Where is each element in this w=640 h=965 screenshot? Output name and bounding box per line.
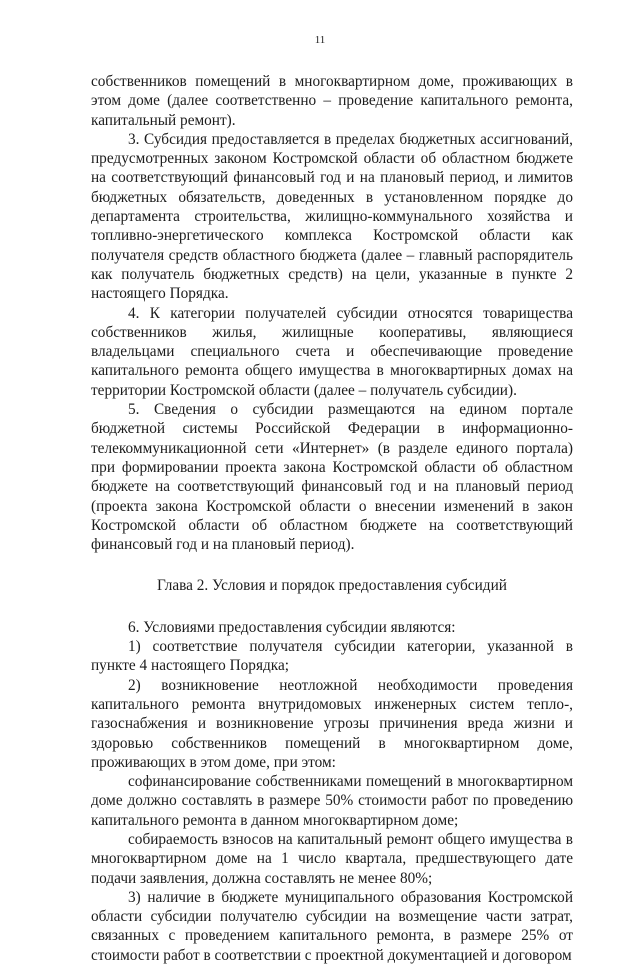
chapter-heading: Глава 2. Условия и порядок предоставления субсидий: [157, 577, 507, 595]
paragraph: 5. Сведения о субсидии размещаются на едином портале бюджетной системы Российской Федерации в информационно-телекоммуникационной сети «Интернет» (в разделе единого портала) при формировании проекта закона Костромской области об областном бюджете на соответствующий финансовый год и на плановый период (проекта закона Костромской области о внесении изменений в закон Костромской области об областном бюджете на соответствующий финансовый год и на плановый период).: [91, 401, 573, 554]
document-body: [91, 72, 573, 965]
paragraph: 6. Условиями предоставления субсидии являются:: [128, 618, 456, 636]
paragraph: собираемость взносов на капитальный ремонт общего имущества в многоквартирном доме на 1 число квартала, предшествующего дате подачи заявления, должна составлять не менее 80%;: [91, 830, 573, 887]
paragraph: 3. Субсидия предоставляется в пределах бюджетных ассигнований, предусмотренных законом Костромской области об областном бюджете на соответствующий финансовый год и на плановый период, и лимитов бюджетных обязательств, доведенных в установленном порядке до департамента строительства, жилищно-коммунального хозяйства и топливно-энергетического комплекса Костромской области как получателя средств областного бюджета (далее – главный распорядитель как получатель бюджетных средств) на цели, указанные в пункте 2 настоящего Порядка.: [91, 130, 573, 303]
section-paragraphs-top: [91, 72, 573, 554]
paragraph: 3) наличие в бюджете муниципального образования Костромской области субсидии получателю субсидии на возмещение части затрат, связанных с проведением капитального ремонта, в размере 25% от стоимости работ в соответствии с проектной документацией и договором: [91, 888, 573, 964]
paragraph: софинансирование собственниками помещений в многоквартирном доме должно составлять в размере 50% стоимости работ по проведению капитального ремонта в данном многоквартирном доме;: [91, 773, 573, 829]
paragraph: собственников помещений в многоквартирном доме, проживающих в этом доме (далее соответственно – проведение капитального ремонта, капитальный ремонт).: [91, 73, 573, 129]
paragraph: 4. К категории получателей субсидии относятся товарищества собственников жилья, жилищные кооперативы, являющиеся владельцами специального счета и обеспечивающие проведение капитального ремонта общего имущества в многоквартирных домах на территории Костромской области (далее – получатель субсидии).: [91, 304, 573, 399]
paragraph: 2) возникновение неотложной необходимости проведения капитального ремонта внутридомовых инженерных систем тепло-, газоснабжения и возникновение угрозы причинения вреда жизни и здоровью собственников помещений в многоквартирном доме, проживающих в этом доме, при этом:: [91, 676, 573, 771]
section-paragraphs-bottom: [91, 618, 573, 965]
page-number: 11: [314, 34, 326, 46]
paragraph: 1) соответствие получателя субсидии категории, указанной в пункте 4 настоящего Порядка;: [91, 638, 573, 675]
